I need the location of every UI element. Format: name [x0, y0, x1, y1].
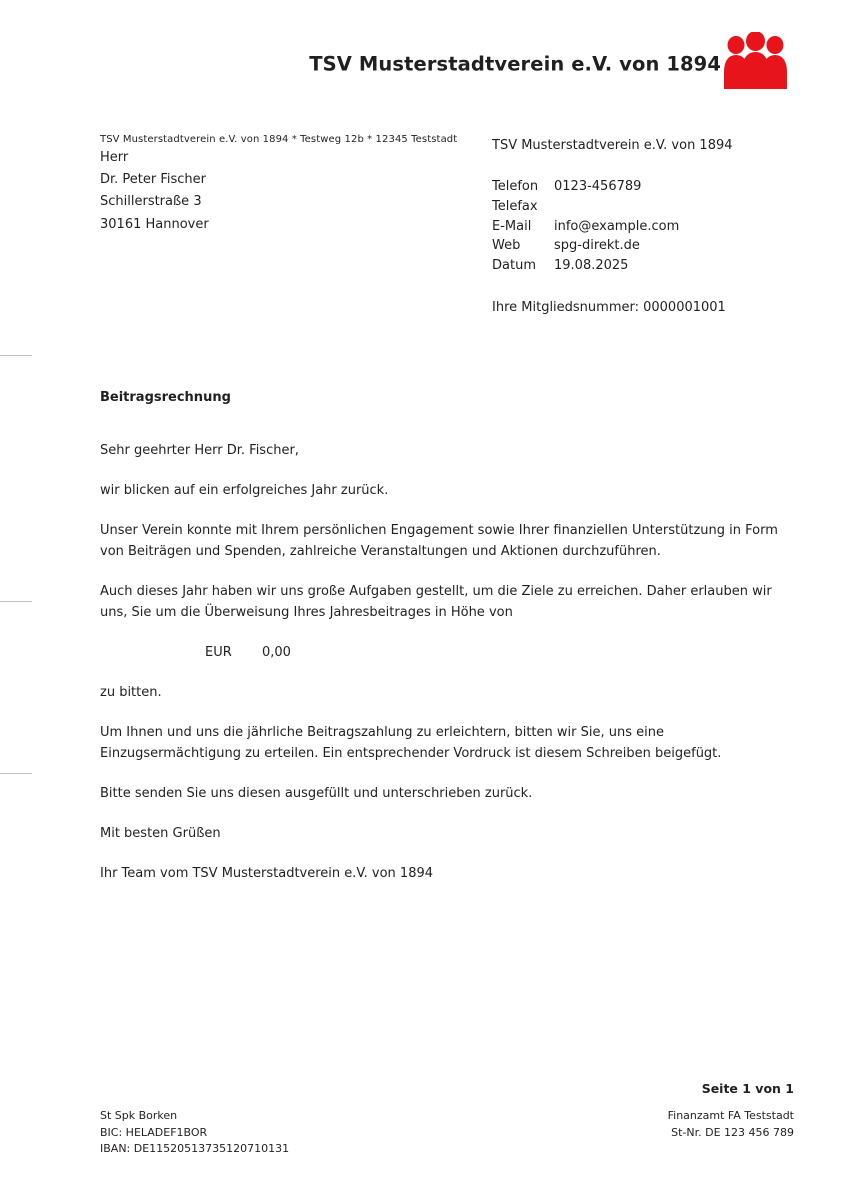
footer-line: IBAN: DE11520513735120710131: [100, 1142, 290, 1155]
amount-value: 0,00: [262, 645, 291, 660]
table-row: [492, 256, 679, 276]
salutation: Sehr geehrter Herr Dr. Fischer,: [100, 443, 299, 458]
contact-label: Web: [492, 238, 521, 254]
amount-currency: EUR: [205, 645, 232, 660]
table-row: [492, 236, 679, 256]
body-paragraph: Um Ihnen und uns die jährliche Beitragszahlung zu erleichtern, bitten wir Sie, uns eine Einzugsermächtigung zu erteilen. Ein entsprechender Vordruck ist diesem Schreiben beigefügt.: [100, 725, 722, 761]
recipient-line: Herr: [100, 150, 129, 165]
footer-line: Finanzamt FA Teststadt: [667, 1109, 794, 1122]
recipient-line: Schillerstraße 3: [100, 194, 202, 210]
contact-value: 0123-456789: [554, 179, 642, 194]
letter-body: [100, 440, 800, 903]
footer-line: BIC: HELADEF1BOR: [100, 1125, 208, 1139]
letter-header: [0, 30, 851, 92]
table-row: [492, 197, 679, 217]
contact-value: 19.08.2025: [554, 258, 629, 274]
fold-mark-2: [0, 601, 32, 602]
contact-info-table: [492, 177, 679, 276]
contact-label: E-Mail: [492, 218, 532, 234]
letter-subject: Beitragsrechnung: [100, 390, 231, 405]
footer-tax-details: [668, 1108, 794, 1141]
contact-value: info@example.com: [554, 218, 680, 234]
closing: Mit besten Grüßen: [100, 826, 221, 841]
recipient-line: 30161 Hannover: [100, 216, 209, 232]
contact-label: Telefon: [492, 179, 539, 194]
amount-row: [100, 642, 800, 663]
body-paragraph: wir blicken auf ein erfolgreiches Jahr zurück.: [100, 483, 389, 498]
footer-line: St Spk Borken: [100, 1109, 178, 1122]
body-paragraph: Bitte senden Sie uns diesen ausgefüllt und unterschrieben zurück.: [100, 786, 533, 801]
fold-mark-3: [0, 773, 32, 774]
footer-bank-details: [100, 1108, 289, 1158]
fold-mark-1: [0, 355, 32, 356]
page-number: Seite 1 von 1: [701, 1081, 794, 1096]
contact-value: [554, 197, 679, 217]
body-paragraph: Auch dieses Jahr haben wir uns große Aufgaben gestellt, um die Ziele zu erreichen. Daher erlauben wir uns, Sie um die Überweisung Ihres Jahresbeitrages in Höhe von: [100, 584, 772, 620]
footer-line: St-Nr. DE 123 456 789: [671, 1125, 794, 1139]
contact-value: spg-direkt.de: [554, 238, 640, 254]
table-row: [492, 177, 679, 197]
contact-label: Telefax: [492, 198, 538, 214]
signature-line: Ihr Team vom TSV Musterstadtverein e.V. von 1894: [100, 866, 434, 881]
sender-return-line: TSV Musterstadtverein e.V. von 1894 * Testweg 12b * 12345 Teststadt: [100, 134, 458, 145]
page-title: TSV Musterstadtverein e.V. von 1894: [309, 52, 721, 76]
contact-label: Datum: [492, 258, 536, 274]
recipient-address: [100, 147, 209, 236]
member-number: Ihre Mitgliedsnummer: 0000001001: [492, 300, 726, 315]
body-paragraph: Unser Verein konnte mit Ihrem persönlichen Engagement sowie Ihrer finanziellen Unterstützung in Form von Beiträgen und Spenden, zahlreiche Veranstaltungen und Aktionen durchzuführen.: [100, 523, 778, 559]
body-paragraph: zu bitten.: [100, 685, 162, 700]
three-people-logo: [723, 32, 789, 90]
recipient-line: Dr. Peter Fischer: [100, 172, 207, 188]
contact-info-block: [492, 138, 733, 276]
organization-name: TSV Musterstadtverein e.V. von 1894: [492, 138, 733, 153]
table-row: [492, 217, 679, 237]
